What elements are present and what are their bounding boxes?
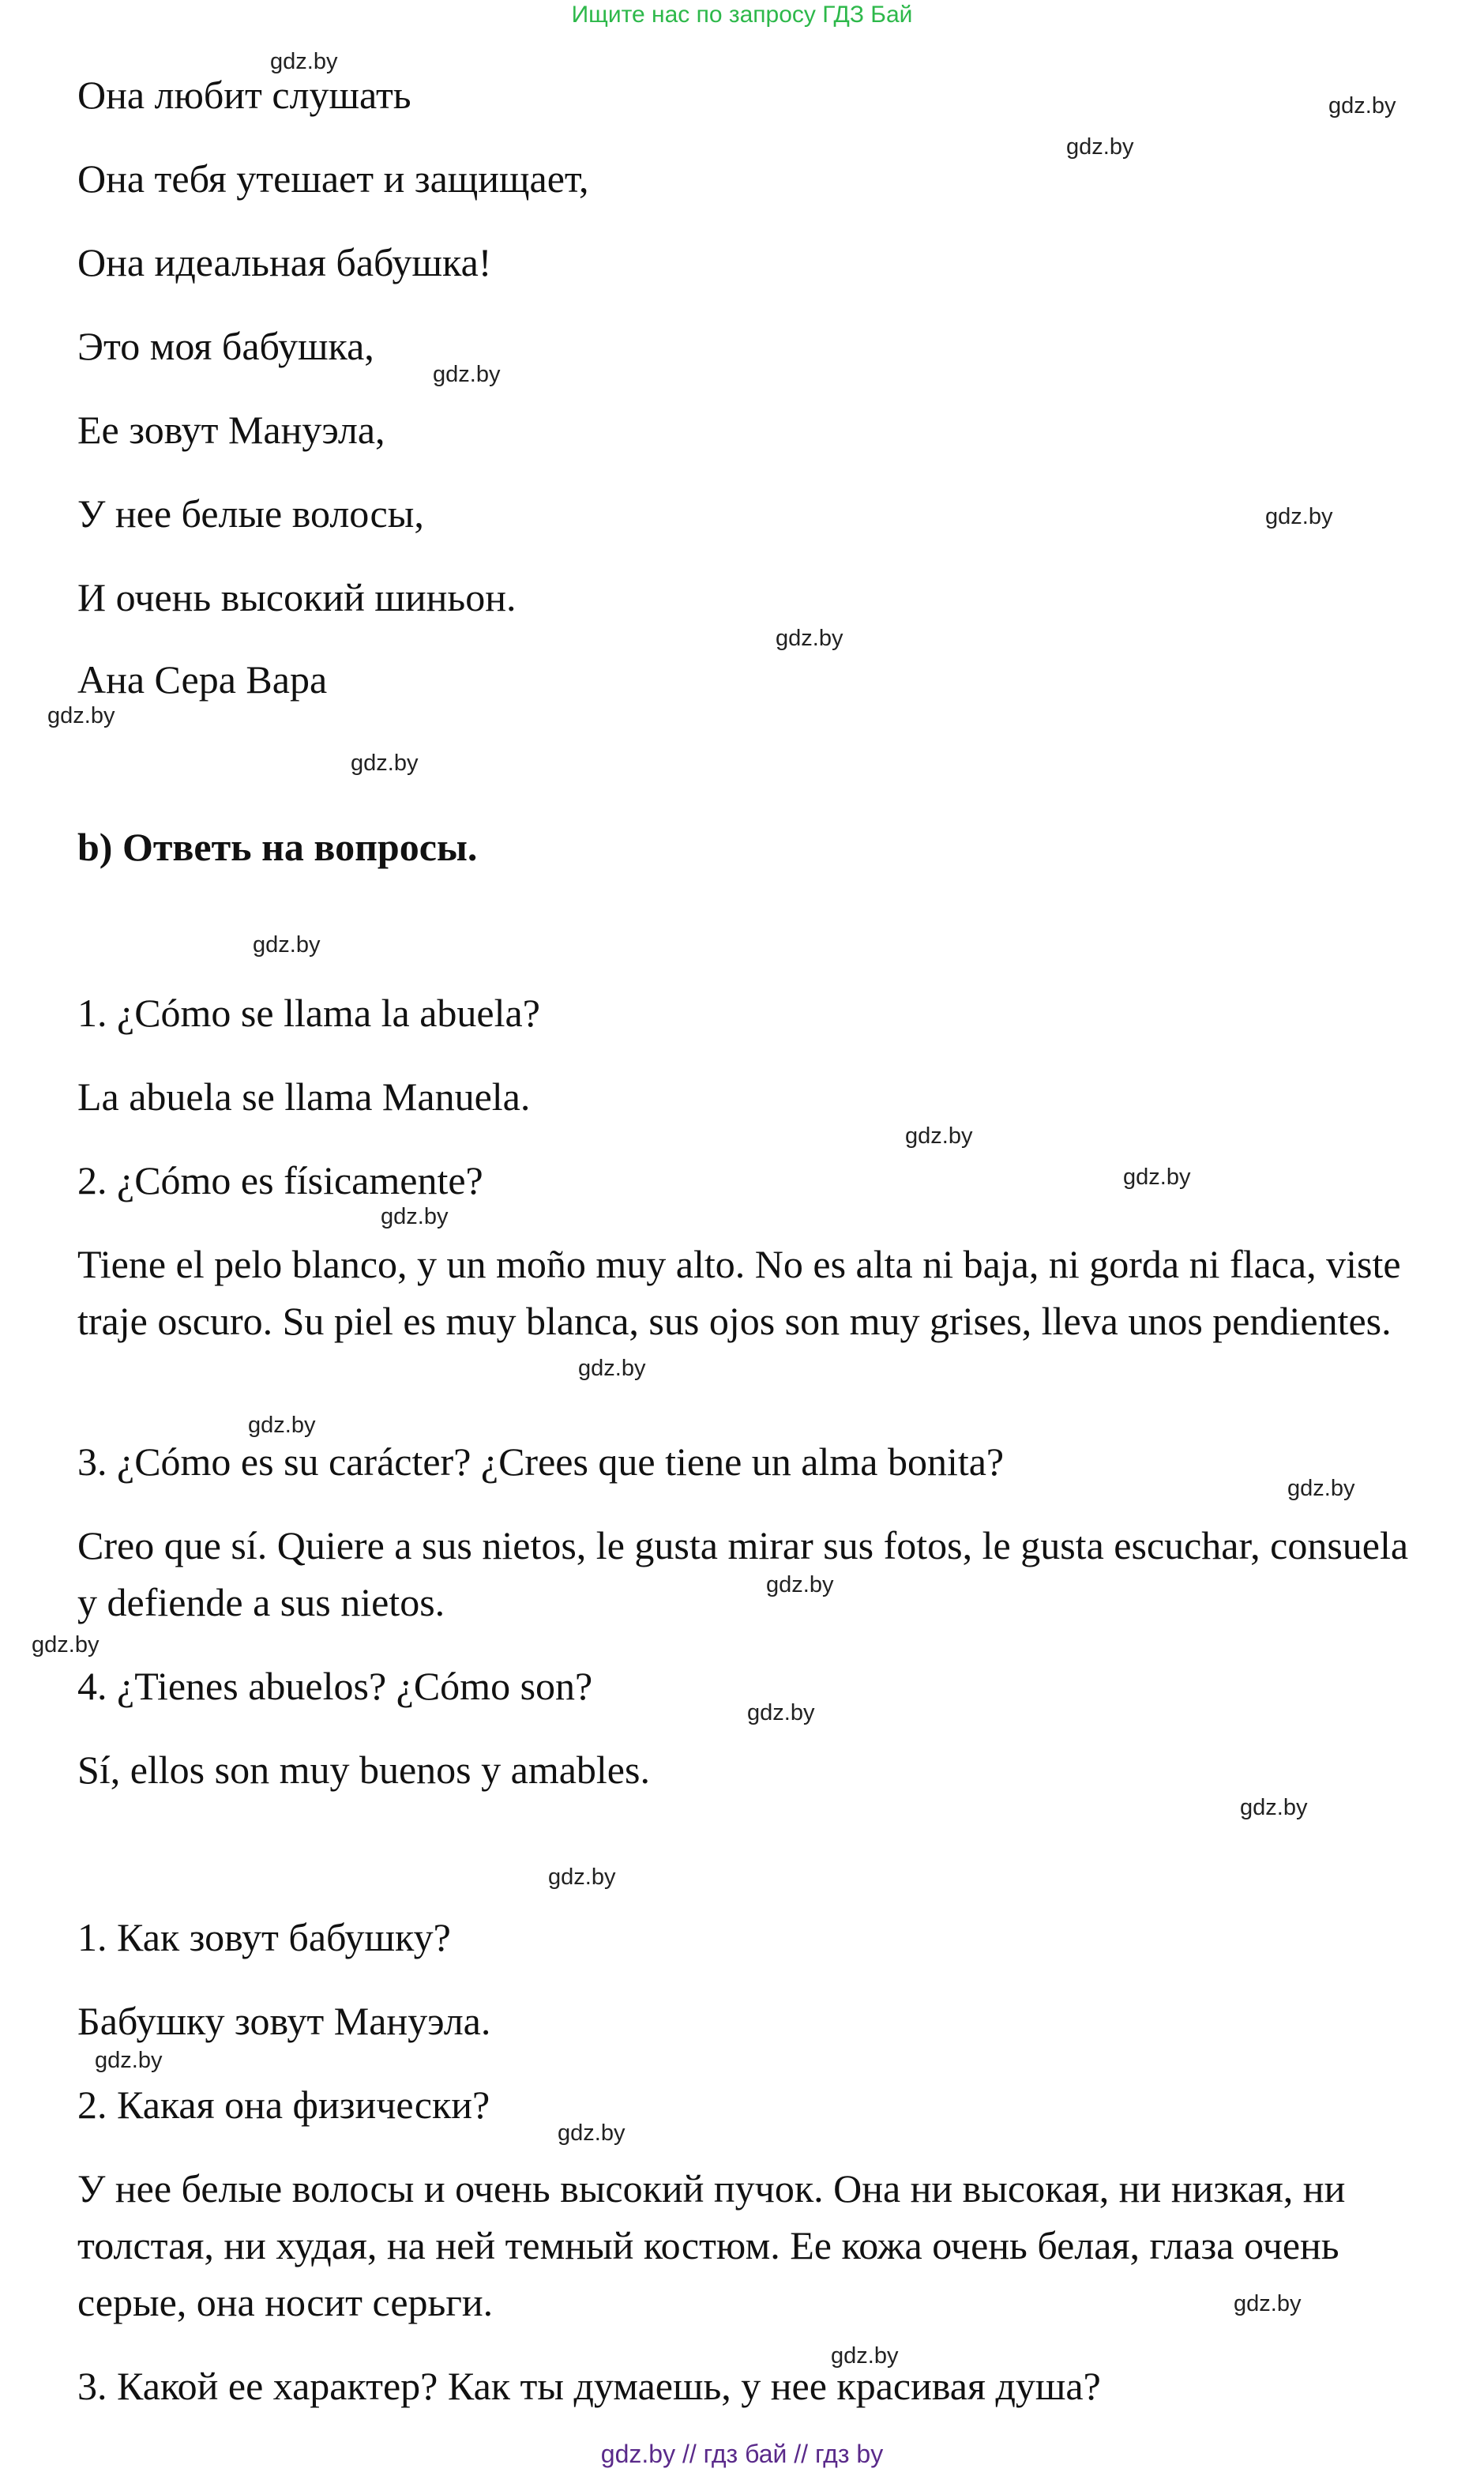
es-answer-4: Sí, ellos son muy buenos y amables. bbox=[77, 1748, 650, 1792]
watermark: gdz.by bbox=[747, 1700, 815, 1725]
poem-line-4: Это моя бабушка, bbox=[77, 324, 374, 368]
ru-question-2: 2. Какая она физически? bbox=[77, 2083, 490, 2127]
poem-line-2: Она тебя утешает и защищает, bbox=[77, 156, 589, 201]
es-answer-3: Creo que sí. Quiere a sus nietos, le gusta mirar sus fotos, le gusta escuchar, consuela y defiende a sus nietos. bbox=[77, 1523, 1409, 1624]
watermark: gdz.by bbox=[95, 2048, 163, 2073]
watermark: gdz.by bbox=[1328, 93, 1396, 119]
watermark: gdz.by bbox=[548, 1865, 616, 1890]
poem-line-5: Ее зовут Мануэла, bbox=[77, 408, 385, 452]
watermark: gdz.by bbox=[776, 626, 843, 651]
ru-question-1: 1. Как зовут бабушку? bbox=[77, 1915, 451, 1959]
footer-links[interactable]: gdz.by // гдз бай // гдз by bbox=[600, 2440, 884, 2468]
es-answer-2: Tiene el pelo blanco, y un moño muy alto. No es alta ni baja, ni gorda ni flaca, viste traje oscuro. Su piel es muy blanca, sus ojos son muy grises, lleva unos pendientes. bbox=[77, 1242, 1401, 1343]
watermark: gdz.by bbox=[433, 362, 501, 387]
watermark: gdz.by bbox=[1066, 134, 1134, 160]
watermark: gdz.by bbox=[1265, 504, 1333, 529]
watermark: gdz.by bbox=[831, 2343, 899, 2369]
watermark: gdz.by bbox=[578, 1356, 646, 1381]
watermark: gdz.by bbox=[351, 751, 419, 776]
watermark: gdz.by bbox=[270, 49, 338, 74]
ru-answer-2: У нее белые волосы и очень высокий пучок. Она ни высокая, ни низкая, ни толстая, ни худая, на ней темный костюм. Ее кожа очень белая, глаза очень серые, она носит серьги. bbox=[77, 2166, 1346, 2324]
watermark: gdz.by bbox=[1234, 2291, 1302, 2316]
watermark: gdz.by bbox=[32, 1632, 100, 1658]
es-question-4: 4. ¿Tienes abuelos? ¿Cómo son? bbox=[77, 1664, 593, 1708]
watermark: gdz.by bbox=[47, 703, 115, 728]
watermark: gdz.by bbox=[381, 1204, 449, 1229]
watermark: gdz.by bbox=[248, 1413, 316, 1438]
watermark: gdz.by bbox=[558, 2120, 626, 2146]
watermark: gdz.by bbox=[253, 932, 321, 958]
poem-line-7: И очень высокий шиньон. bbox=[77, 575, 517, 619]
es-question-3: 3. ¿Cómo es su carácter? ¿Crees que tiene un alma bonita? bbox=[77, 1439, 1005, 1484]
poem-line-3: Она идеальная бабушка! bbox=[77, 240, 492, 284]
poem-line-6: У нее белые волосы, bbox=[77, 491, 424, 536]
watermark: gdz.by bbox=[1240, 1795, 1308, 1820]
watermark: gdz.by bbox=[1287, 1476, 1355, 1501]
ru-question-3: 3. Какой ее характер? Как ты думаешь, у нее красивая душа? bbox=[77, 2364, 1101, 2408]
poem-author: Ана Сера Вара bbox=[77, 657, 328, 702]
watermark: gdz.by bbox=[905, 1123, 973, 1149]
watermark: gdz.by bbox=[1123, 1165, 1191, 1190]
watermark: gdz.by bbox=[766, 1572, 834, 1597]
poem-line-1: Она любит слушать bbox=[77, 73, 411, 117]
top-banner[interactable]: Ищите нас по запросу ГДЗ Бай bbox=[571, 2, 913, 28]
ru-answer-1: Бабушку зовут Мануэла. bbox=[77, 1999, 491, 2043]
section-b-title: b) Ответь на вопросы. bbox=[77, 825, 478, 869]
es-answer-1: La abuela se llama Manuela. bbox=[77, 1074, 531, 1119]
es-question-1: 1. ¿Cómo se llama la abuela? bbox=[77, 991, 540, 1035]
es-question-2: 2. ¿Cómo es físicamente? bbox=[77, 1158, 483, 1202]
